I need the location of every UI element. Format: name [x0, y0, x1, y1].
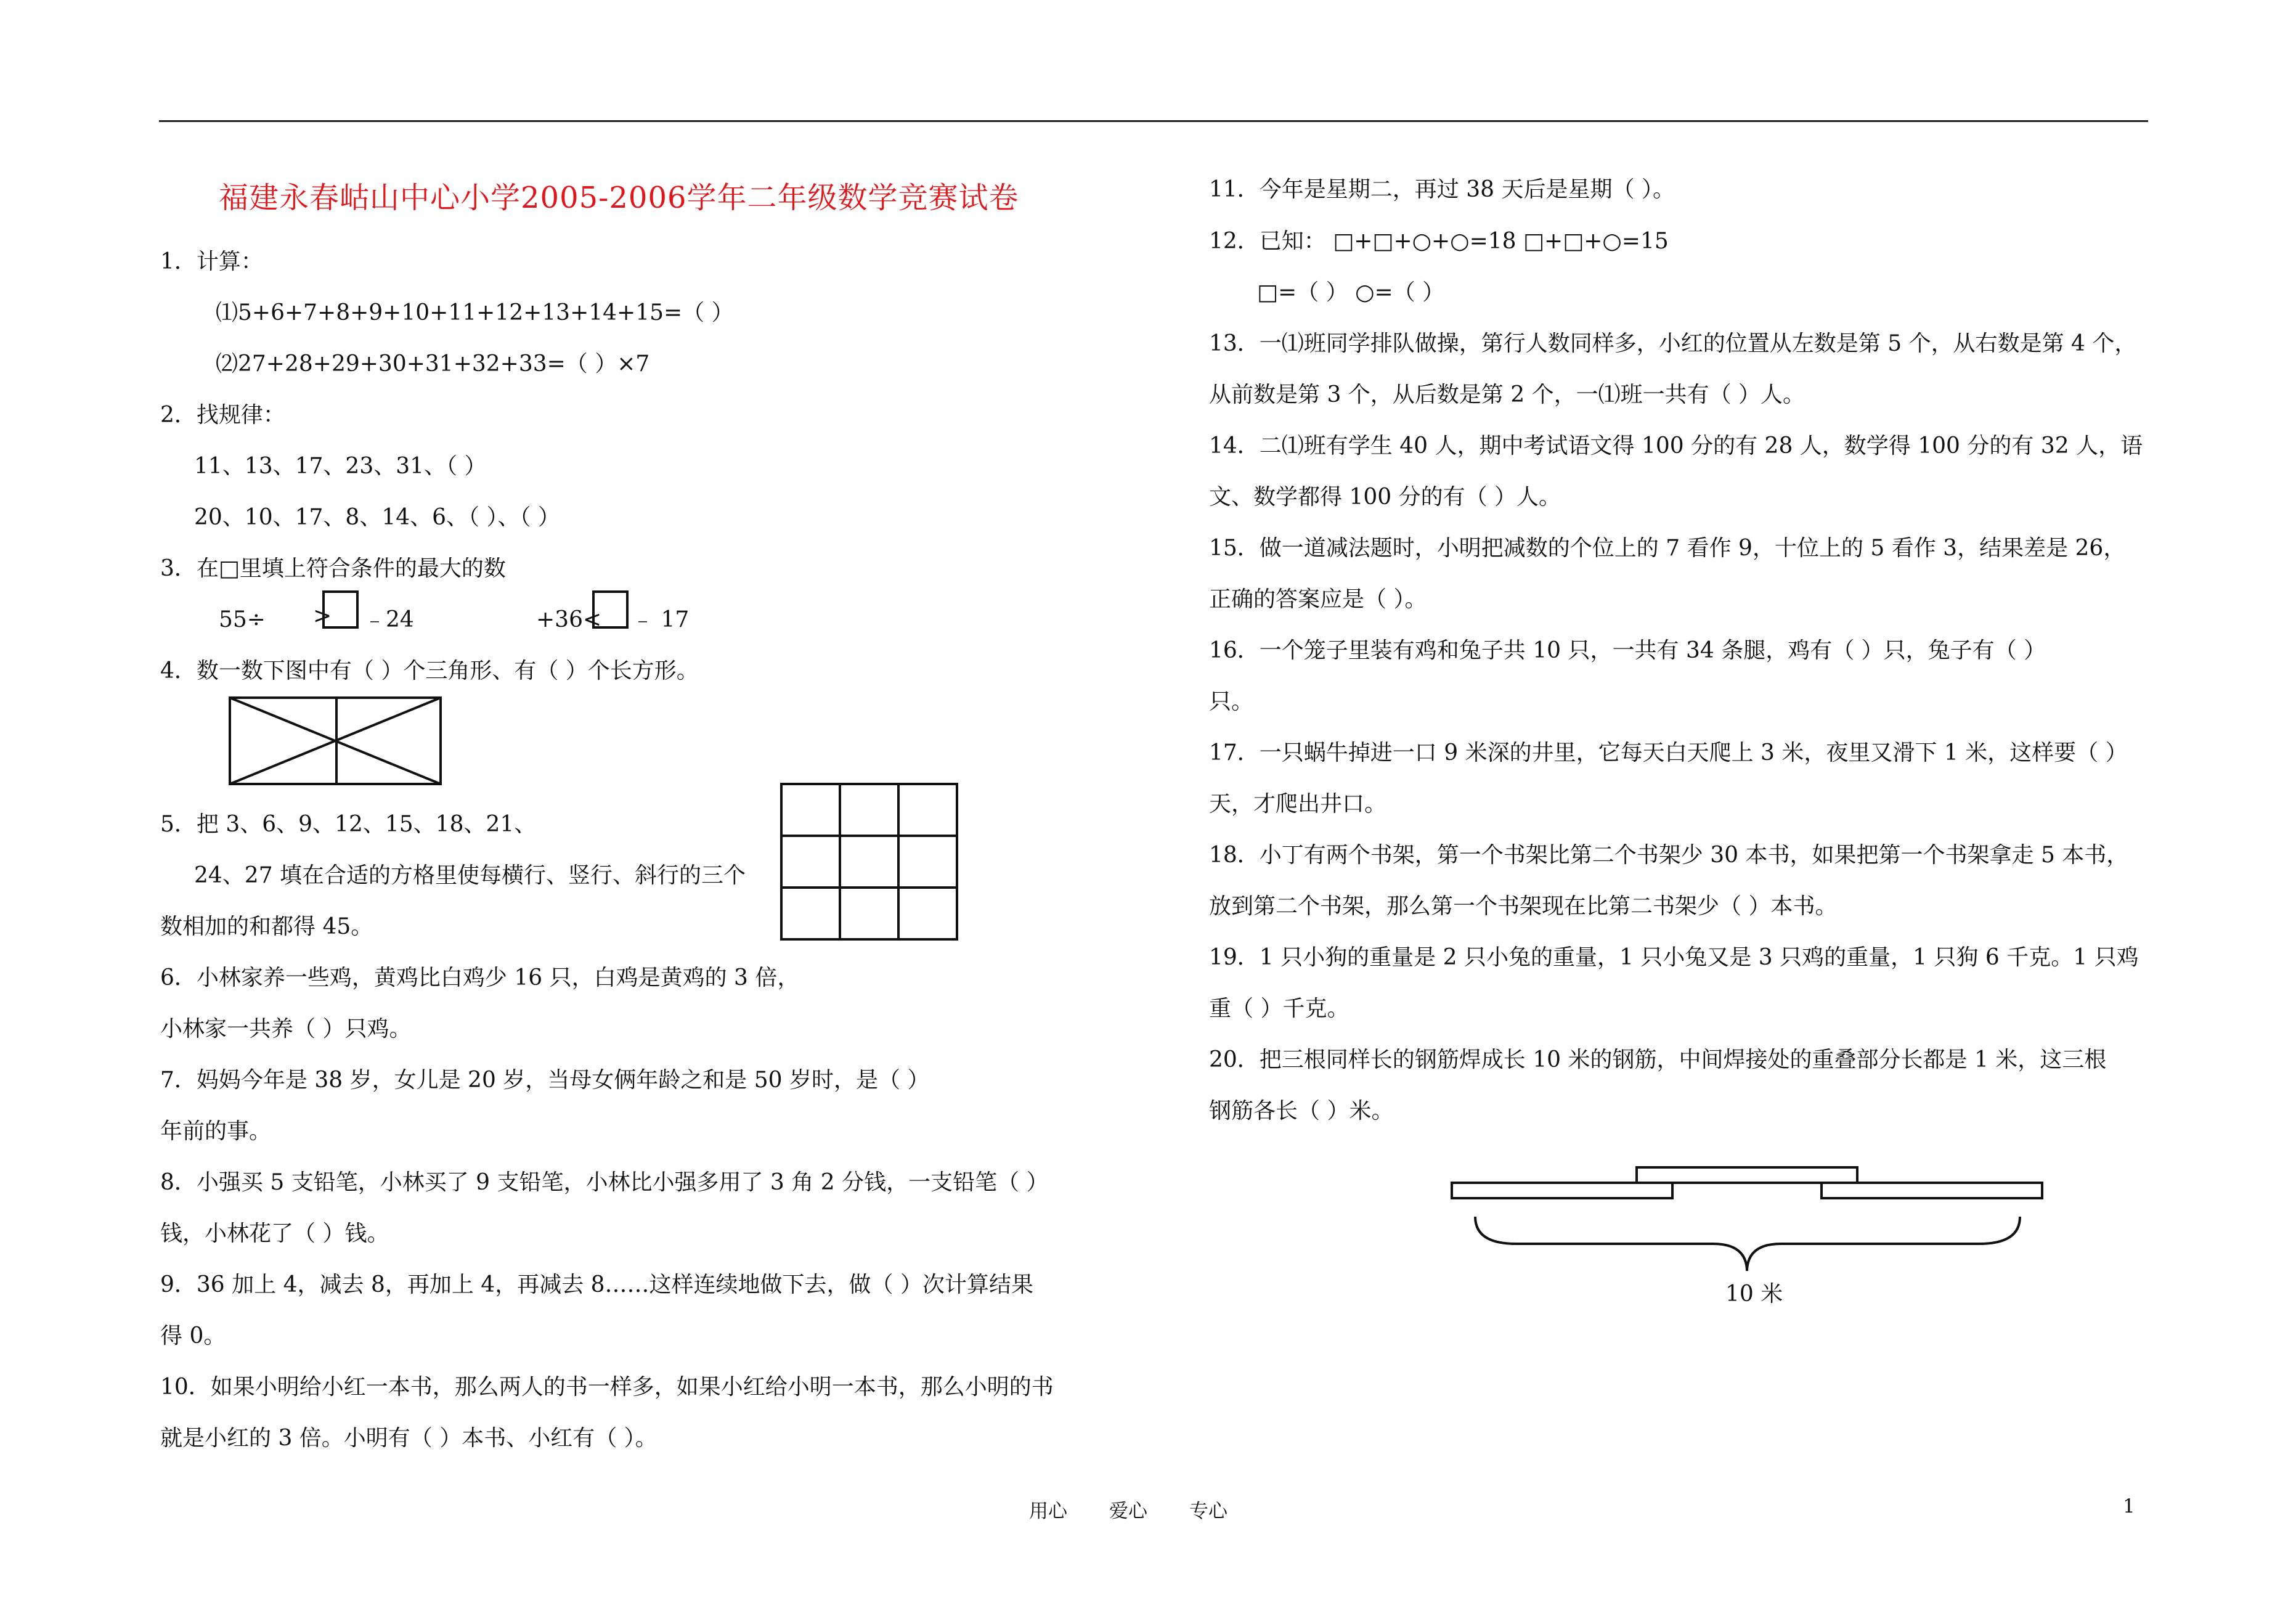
q3a-answer-box — [324, 592, 357, 627]
footer-word-1: 用心 — [1029, 1500, 1067, 1522]
footer-word-3: 专心 — [1189, 1500, 1227, 1522]
q3b-answer-box — [593, 592, 627, 627]
q3b-suffix: ﹣ 17 — [632, 607, 690, 632]
q20-line-a: 20．把三根同样长的钢筋焊成长 10 米的钢筋，中间焊接处的重叠部分长都是 1 米，这三根 — [1209, 1047, 2107, 1072]
q5-line-a: 5．把 3、6、9、12、15、18、21、 — [160, 812, 537, 837]
q19-line-a: 19．1 只小狗的重量是 2 只小兔的重量，1 只小兔又是 3 只鸡的重量，1 只狗 6 千克。1 只鸡 — [1209, 945, 2139, 970]
page-title: 福建永春岵山中心小学2005-2006学年二年级数学竞赛试卷 — [219, 181, 1019, 215]
q8-line-b: 钱，小林花了（ ）钱。 — [160, 1221, 389, 1246]
bar-right — [1822, 1183, 2042, 1198]
bar-left — [1452, 1183, 1672, 1198]
q17-line-b: 天，才爬出井口。 — [1209, 791, 1387, 817]
q8-line-a: 8．小强买 5 支铅笔，小林买了 9 支铅笔，小林比小强多用了 3 角 2 分钱，一支铅笔（ ） — [160, 1170, 1049, 1195]
q11-text: 11．今年是星期二，再过 38 天后是星期（ ）。 — [1209, 177, 1675, 202]
q19-line-b: 重（ ）千克。 — [1209, 996, 1350, 1021]
q3b-prefix: +36< — [536, 607, 602, 632]
q6-line-b: 小林家一共养（ ）只鸡。 — [160, 1016, 412, 1042]
q2-label: 2．找规律： — [160, 402, 285, 428]
bar-middle — [1637, 1167, 1857, 1183]
q18-line-b: 放到第二个书架，那么第一个书架现在比第二书架少（ ）本书。 — [1209, 894, 1838, 919]
q10-line-a: 10．如果小明给小红一本书，那么两人的书一样多，如果小红给小明一本书，那么小明的书 — [160, 1374, 1054, 1400]
q5-grid — [781, 784, 957, 939]
q2-sequence-a: 11、13、17、23、31、（ ） — [194, 454, 487, 479]
q14-line-a: 14．二⑴班有学生 40 人，期中考试语文得 100 分的有 28 人，数学得 100 分的有 32 人，语 — [1209, 433, 2143, 459]
q16-line-b: 只。 — [1209, 689, 1254, 714]
q1-label: 1．计算： — [160, 249, 263, 274]
q6-line-a: 6．小林家养一些鸡，黄鸡比白鸡少 16 只，白鸡是黄鸡的 3 倍， — [160, 965, 800, 990]
q7-line-a: 7．妈妈今年是 38 岁，女儿是 20 岁，当母女俩年龄之和是 50 岁时，是（ ） — [160, 1068, 930, 1093]
q17-line-a: 17．一只蜗牛掉进一口 9 米深的井里，它每天白天爬上 3 米，夜里又滑下 1 米，这样要（ ） — [1209, 740, 2128, 766]
q18-line-a: 18．小丁有两个书架，第一个书架比第二个书架少 30 本书，如果把第一个书架拿走 5 本书， — [1209, 843, 2129, 868]
q14-line-b: 文、数学都得 100 分的有（ ）人。 — [1209, 484, 1561, 510]
q13-line-a: 13．一⑴班同学排队做操，第行人数同样多，小红的位置从左数是第 5 个，从右数是第 4 个， — [1209, 331, 2137, 356]
q20-bars-diagram — [1452, 1167, 2042, 1198]
q1-part-a: ⑴5+6+7+8+9+10+11+12+13+14+15=（ ） — [216, 300, 734, 325]
q3a-prefix: 55÷ — [219, 607, 266, 632]
page-number: 1 — [2123, 1495, 2135, 1517]
q13-line-b: 从前数是第 3 个，从后数是第 2 个，一⑴班一共有（ ）人。 — [1209, 382, 1805, 407]
q3a-gt: > — [313, 603, 332, 629]
q2-sequence-b: 20、10、17、8、14、6、（ ）、（ ） — [194, 505, 560, 530]
q10-line-b: 就是小红的 3 倍。小明有（ ）本书、小红有（ ）。 — [160, 1426, 657, 1451]
q4-figure — [230, 698, 441, 784]
brace-label: 10 米 — [1725, 1281, 1783, 1307]
q4-text: 4．数一数下图中有（ ）个三角形、有（ ）个长方形。 — [160, 658, 699, 684]
q3a-suffix: ﹣24 — [364, 607, 414, 632]
q15-line-b: 正确的答案应是（ ）。 — [1209, 587, 1427, 612]
q7-line-b: 年前的事。 — [160, 1119, 272, 1144]
q1-part-b: ⑵27+28+29+30+31+32+33=（ ）×7 — [216, 351, 650, 377]
q12-line-b: □=（ ） ○=（ ） — [1257, 280, 1445, 305]
q5-line-c: 数相加的和都得 45。 — [160, 914, 373, 939]
q20-line-b: 钢筋各长（ ）米。 — [1209, 1098, 1394, 1124]
q5-line-b: 24、27 填在合适的方格里使每横行、竖行、斜行的三个 — [194, 863, 746, 888]
q12-line-a: 12．已知： □+□+○+○=18 □+□+○=15 — [1209, 229, 1669, 254]
q9-line-a: 9．36 加上 4，减去 8，再加上 4，再减去 8……这样连续地做下去，做（ ）次计算结果 — [160, 1272, 1033, 1297]
q16-line-a: 16．一个笼子里装有鸡和兔子共 10 只，一共有 34 条腿，鸡有（ ）只，兔子有（ ） — [1209, 638, 2046, 663]
q3-label: 3．在□里填上符合条件的最大的数 — [160, 556, 506, 581]
q9-line-b: 得 0。 — [160, 1323, 226, 1349]
q15-line-a: 15．做一道减法题时，小明把减数的个位上的 7 看作 9，十位上的 5 看作 3，结果差是 26， — [1209, 536, 2126, 561]
footer-word-2: 爱心 — [1109, 1500, 1147, 1522]
q20-brace — [1475, 1217, 2020, 1271]
